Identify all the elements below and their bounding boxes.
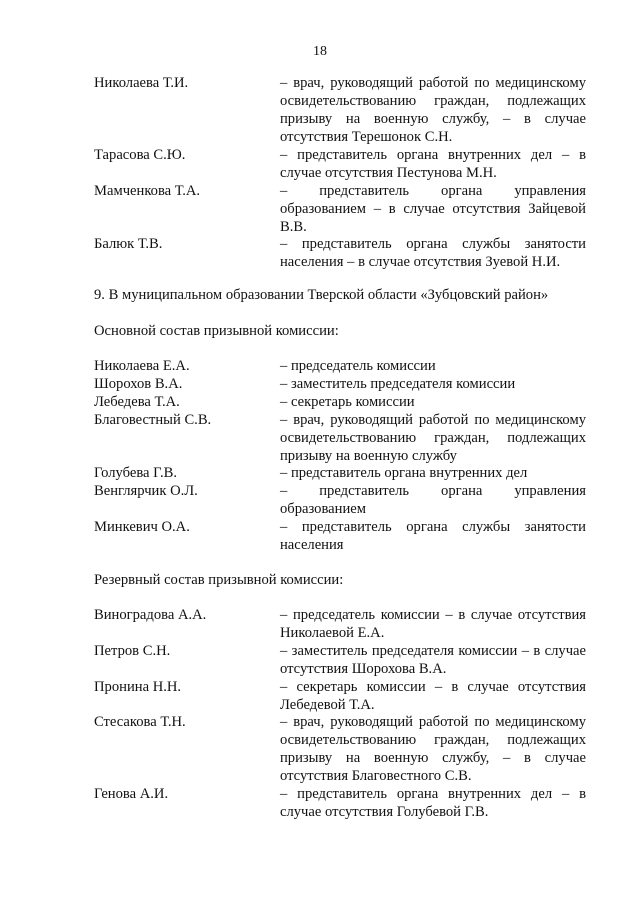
member-name: Благовестный С.В. bbox=[94, 412, 212, 428]
member-name: Балюк Т.В. bbox=[94, 236, 163, 252]
member-row bbox=[94, 235, 590, 271]
member-role: – представитель органа внутренних дел – в случае отсутствия Пестунова М.Н. bbox=[280, 147, 586, 181]
main-composition-heading: Основной состав призывной комиссии: bbox=[94, 323, 339, 339]
section-heading: 9. В муниципальном образовании Тверской области «Зубцовский район» bbox=[94, 287, 549, 303]
member-name: Тарасова С.Ю. bbox=[94, 147, 186, 163]
member-name: Лебедева Т.А. bbox=[94, 394, 180, 410]
member-name: Пронина Н.Н. bbox=[94, 679, 182, 695]
member-role: – врач, руководящий работой по медицинскому освидетельствованию граждан, подлежащих призыву на военную службу, – в случае отсутствия Благовестного С.В. bbox=[280, 714, 586, 784]
member-name: Минкевич О.А. bbox=[94, 519, 190, 535]
member-role: – секретарь комиссии bbox=[280, 394, 415, 410]
member-row bbox=[94, 375, 590, 393]
member-role: – заместитель председателя комиссии – в случае отсутствия Шорохова В.А. bbox=[280, 643, 586, 677]
member-row bbox=[94, 642, 590, 678]
member-row bbox=[94, 678, 590, 714]
member-row bbox=[94, 393, 590, 411]
member-name: Виноградова А.А. bbox=[94, 607, 207, 623]
member-row bbox=[94, 74, 590, 146]
member-name: Николаева Е.А. bbox=[94, 358, 190, 374]
member-role: – врач, руководящий работой по медицинскому освидетельствованию граждан, подлежащих призыву на военную службу bbox=[280, 412, 586, 464]
member-role: – секретарь комиссии – в случае отсутствия Лебедевой Т.А. bbox=[280, 679, 586, 713]
member-row bbox=[94, 411, 590, 465]
member-row bbox=[94, 482, 590, 518]
page-number: 18 bbox=[313, 44, 327, 59]
member-name: Голубева Г.В. bbox=[94, 465, 178, 481]
reserve-composition-heading: Резервный состав призывной комиссии: bbox=[94, 572, 344, 588]
member-name: Мамченкова Т.А. bbox=[94, 183, 201, 199]
member-row bbox=[94, 785, 590, 821]
member-role: – председатель комиссии – в случае отсутствия Николаевой Е.А. bbox=[280, 607, 586, 641]
member-row bbox=[94, 606, 590, 642]
member-row bbox=[94, 713, 590, 785]
member-name: Петров С.Н. bbox=[94, 643, 171, 659]
member-role: – представитель органа внутренних дел bbox=[280, 465, 528, 481]
member-role: – представитель органа управления образованием bbox=[280, 483, 586, 517]
member-name: Генова А.И. bbox=[94, 786, 169, 802]
member-role: – врач, руководящий работой по медицинскому освидетельствованию граждан, подлежащих призыву на военную службу, – в случае отсутствия Терешонок С.Н. bbox=[280, 75, 586, 145]
member-role: – заместитель председателя комиссии bbox=[280, 376, 516, 392]
member-name: Николаева Т.И. bbox=[94, 75, 189, 91]
member-role: – председатель комиссии bbox=[280, 358, 436, 374]
member-role: – представитель органа службы занятости населения – в случае отсутствия Зуевой Н.И. bbox=[280, 236, 586, 270]
member-name: Шорохов В.А. bbox=[94, 376, 183, 392]
member-row bbox=[94, 357, 590, 375]
member-row bbox=[94, 146, 590, 182]
member-row bbox=[94, 518, 590, 554]
member-role: – представитель органа службы занятости населения bbox=[280, 519, 586, 553]
member-row bbox=[94, 464, 590, 482]
member-role: – представитель органа управления образованием – в случае отсутствия Зайцевой В.В. bbox=[280, 183, 586, 235]
member-name: Стесакова Т.Н. bbox=[94, 714, 186, 730]
member-row bbox=[94, 182, 590, 236]
member-name: Венглярчик О.Л. bbox=[94, 483, 198, 499]
member-role: – представитель органа внутренних дел – в случае отсутствия Голубевой Г.В. bbox=[280, 786, 586, 820]
